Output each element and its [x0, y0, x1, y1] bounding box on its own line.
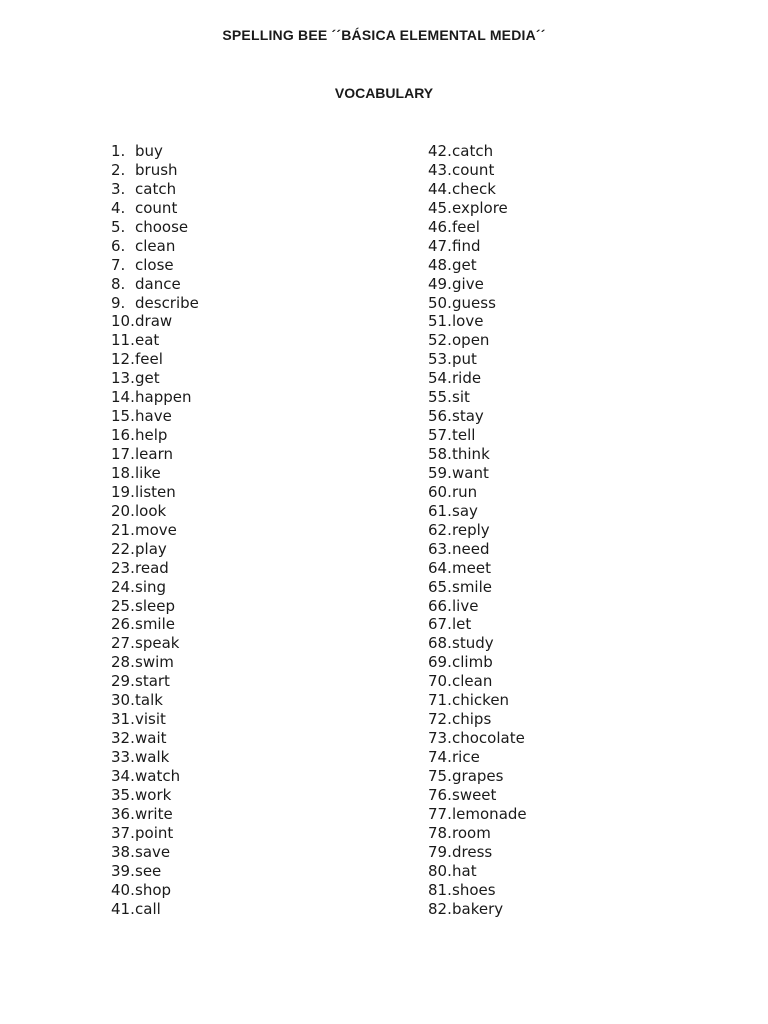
vocabulary-word: help [135, 426, 168, 445]
item-number: 56. [428, 407, 452, 426]
vocabulary-word: chocolate [452, 729, 525, 748]
item-number: 24. [111, 577, 135, 596]
item-number: 65. [428, 577, 452, 596]
vocabulary-word: start [135, 672, 170, 691]
vocabulary-column-right [428, 142, 527, 918]
vocabulary-item [111, 502, 199, 521]
vocabulary-word: buy [135, 142, 163, 160]
vocabulary-word: climb [452, 653, 493, 672]
item-number: 3. [111, 179, 126, 198]
vocabulary-item [111, 710, 199, 729]
vocabulary-word: meet [452, 558, 491, 577]
item-number: 70. [428, 672, 452, 691]
vocabulary-word: move [135, 520, 177, 539]
item-number: 69. [428, 653, 452, 672]
vocabulary-item [428, 161, 527, 180]
vocabulary-word: feel [135, 350, 163, 369]
vocabulary-word: hat [452, 861, 477, 880]
vocabulary-word: get [452, 255, 477, 274]
vocabulary-item [428, 199, 527, 218]
vocabulary-item [111, 672, 199, 691]
vocabulary-word: tell [452, 426, 476, 445]
vocabulary-item [111, 767, 199, 786]
item-number: 40. [111, 880, 135, 899]
item-number: 13. [111, 369, 135, 388]
vocabulary-word: open [452, 331, 490, 350]
vocabulary-item [111, 426, 199, 445]
item-number: 49. [428, 274, 452, 293]
vocabulary-item [428, 634, 527, 653]
vocabulary-item [428, 615, 527, 634]
vocabulary-item [111, 559, 199, 578]
vocabulary-item [111, 199, 199, 218]
vocabulary-item [428, 881, 527, 900]
vocabulary-item [111, 294, 199, 313]
vocabulary-item [428, 180, 527, 199]
vocabulary-item [428, 900, 527, 919]
vocabulary-word: speak [135, 634, 180, 653]
item-number: 64. [428, 558, 452, 577]
item-number: 78. [428, 823, 452, 842]
item-number: 58. [428, 445, 452, 463]
item-number: 8. [111, 274, 126, 293]
vocabulary-item [428, 388, 527, 407]
item-number: 28. [111, 653, 135, 672]
item-number: 51. [428, 312, 452, 331]
vocabulary-item [428, 672, 527, 691]
vocabulary-item [111, 843, 199, 862]
item-number: 20. [111, 501, 135, 520]
item-number: 6. [111, 236, 126, 255]
vocabulary-word: ride [452, 369, 482, 388]
vocabulary-item [111, 369, 199, 388]
vocabulary-item [111, 256, 199, 275]
vocabulary-item [428, 521, 527, 540]
vocabulary-word: visit [135, 710, 166, 729]
vocabulary-word: read [135, 558, 169, 577]
vocabulary-word: want [452, 463, 489, 482]
vocabulary-word: shop [135, 880, 172, 899]
vocabulary-item [428, 256, 527, 275]
vocabulary-word: count [452, 160, 495, 179]
item-number: 7. [111, 255, 126, 274]
vocabulary-word: dance [135, 274, 181, 293]
item-number: 63. [428, 539, 452, 558]
item-number: 45. [428, 198, 452, 217]
document-title: SPELLING BEE ´´BÁSICA ELEMENTAL MEDIA´´ [222, 27, 546, 43]
vocabulary-item [428, 237, 527, 256]
vocabulary-item [428, 729, 527, 748]
vocabulary-item [428, 578, 527, 597]
vocabulary-item [111, 161, 199, 180]
vocabulary-item [428, 824, 527, 843]
vocabulary-item [428, 294, 527, 313]
item-number: 68. [428, 634, 452, 653]
vocabulary-item [111, 464, 199, 483]
item-number: 79. [428, 842, 452, 861]
vocabulary-item [111, 881, 199, 900]
vocabulary-word: swim [135, 653, 174, 672]
vocabulary-word: rice [452, 748, 480, 766]
item-number: 36. [111, 804, 135, 823]
item-number: 4. [111, 198, 126, 217]
vocabulary-item [428, 710, 527, 729]
vocabulary-item [428, 540, 527, 559]
item-number: 15. [111, 407, 135, 426]
vocabulary-item [111, 578, 199, 597]
vocabulary-word: save [135, 842, 171, 861]
item-number: 37. [111, 823, 135, 842]
vocabulary-word: smile [452, 577, 492, 596]
vocabulary-word: room [452, 823, 491, 842]
item-number: 21. [111, 520, 135, 539]
item-number: 25. [111, 596, 135, 615]
vocabulary-word: have [135, 407, 172, 426]
item-number: 60. [428, 482, 452, 501]
vocabulary-word: get [135, 369, 160, 388]
item-number: 43. [428, 160, 452, 179]
item-number: 76. [428, 785, 452, 804]
item-number: 27. [111, 634, 135, 653]
vocabulary-item [111, 691, 199, 710]
vocabulary-item [428, 653, 527, 672]
vocabulary-word: brush [135, 160, 178, 179]
vocabulary-word: dress [452, 842, 493, 861]
item-number: 54. [428, 369, 452, 388]
vocabulary-column-left [111, 142, 199, 918]
item-number: 30. [111, 691, 135, 710]
vocabulary-word: work [135, 785, 172, 804]
vocabulary-word: bakery [452, 899, 504, 918]
vocabulary-word: choose [135, 217, 189, 236]
item-number: 48. [428, 255, 452, 274]
item-number: 61. [428, 501, 452, 520]
vocabulary-word: put [452, 350, 477, 369]
item-number: 81. [428, 880, 452, 899]
item-number: 52. [428, 331, 452, 350]
vocabulary-item [428, 843, 527, 862]
vocabulary-word: eat [135, 331, 160, 350]
vocabulary-word: reply [452, 520, 490, 539]
item-number: 50. [428, 293, 452, 312]
item-number: 32. [111, 729, 135, 748]
item-number: 34. [111, 766, 135, 785]
item-number: 9. [111, 293, 126, 312]
vocabulary-item [428, 502, 527, 521]
vocabulary-item [111, 748, 199, 767]
item-number: 35. [111, 785, 135, 804]
vocabulary-item [111, 331, 199, 350]
vocabulary-word: sit [452, 388, 470, 407]
vocabulary-word: write [135, 804, 173, 823]
item-number: 33. [111, 748, 135, 766]
vocabulary-item [428, 862, 527, 881]
item-number: 57. [428, 426, 452, 445]
item-number: 16. [111, 426, 135, 445]
vocabulary-item [111, 634, 199, 653]
vocabulary-word: draw [135, 312, 173, 331]
vocabulary-item [428, 275, 527, 294]
vocabulary-item [111, 407, 199, 426]
vocabulary-word: grapes [452, 766, 504, 785]
vocabulary-word: learn [135, 445, 173, 463]
item-number: 2. [111, 160, 126, 179]
vocabulary-item [111, 350, 199, 369]
vocabulary-word: explore [452, 198, 508, 217]
vocabulary-item [111, 275, 199, 294]
item-number: 55. [428, 388, 452, 407]
item-number: 82. [428, 899, 452, 918]
vocabulary-word: clean [135, 236, 176, 255]
vocabulary-item [111, 445, 199, 464]
vocabulary-item [111, 824, 199, 843]
vocabulary-item [111, 521, 199, 540]
vocabulary-item [111, 180, 199, 199]
vocabulary-word: watch [135, 766, 181, 785]
vocabulary-item [111, 237, 199, 256]
vocabulary-item [428, 331, 527, 350]
vocabulary-word: like [135, 463, 161, 482]
vocabulary-word: wait [135, 729, 167, 748]
item-number: 12. [111, 350, 135, 369]
item-number: 66. [428, 596, 452, 615]
vocabulary-word: give [452, 274, 484, 293]
item-number: 10. [111, 312, 135, 331]
vocabulary-word: shoes [452, 880, 496, 899]
vocabulary-word: sing [135, 577, 167, 596]
vocabulary-word: see [135, 861, 162, 880]
vocabulary-word: live [452, 596, 479, 615]
vocabulary-item [111, 597, 199, 616]
vocabulary-word: close [135, 255, 174, 274]
item-number: 44. [428, 179, 452, 198]
item-number: 5. [111, 217, 126, 236]
vocabulary-word: listen [135, 482, 176, 501]
vocabulary-word: smile [135, 615, 175, 634]
item-number: 26. [111, 615, 135, 634]
item-number: 18. [111, 463, 135, 482]
item-number: 53. [428, 350, 452, 369]
item-number: 19. [111, 482, 135, 501]
vocabulary-word: study [452, 634, 494, 653]
vocabulary-word: feel [452, 217, 480, 236]
vocabulary-item [428, 559, 527, 578]
item-number: 39. [111, 861, 135, 880]
item-number: 38. [111, 842, 135, 861]
vocabulary-item [428, 312, 527, 331]
item-number: 17. [111, 445, 135, 463]
vocabulary-word: clean [452, 672, 493, 691]
vocabulary-word: stay [452, 407, 484, 426]
item-number: 22. [111, 539, 135, 558]
item-number: 73. [428, 729, 452, 748]
item-number: 23. [111, 558, 135, 577]
vocabulary-word: love [452, 312, 484, 331]
item-number: 59. [428, 463, 452, 482]
vocabulary-word: play [135, 539, 167, 558]
item-number: 41. [111, 899, 135, 918]
vocabulary-item [428, 426, 527, 445]
item-number: 72. [428, 710, 452, 729]
item-number: 1. [111, 142, 126, 160]
item-number: 77. [428, 804, 452, 823]
vocabulary-item [428, 445, 527, 464]
vocabulary-item [428, 767, 527, 786]
item-number: 46. [428, 217, 452, 236]
vocabulary-word: sleep [135, 596, 175, 615]
vocabulary-word: count [135, 198, 178, 217]
vocabulary-word: talk [135, 691, 163, 710]
vocabulary-word: chips [452, 710, 492, 729]
vocabulary-item [428, 218, 527, 237]
vocabulary-item [111, 218, 199, 237]
item-number: 29. [111, 672, 135, 691]
vocabulary-item [111, 312, 199, 331]
item-number: 80. [428, 861, 452, 880]
vocabulary-word: catch [452, 142, 494, 160]
vocabulary-word: run [452, 482, 478, 501]
vocabulary-word: sweet [452, 785, 497, 804]
vocabulary-word: let [452, 615, 472, 634]
item-number: 71. [428, 691, 452, 710]
vocabulary-word: describe [135, 293, 199, 312]
vocabulary-item [428, 748, 527, 767]
vocabulary-word: walk [135, 748, 170, 766]
vocabulary-item [428, 483, 527, 502]
item-number: 62. [428, 520, 452, 539]
vocabulary-word: say [452, 501, 478, 520]
vocabulary-item [428, 350, 527, 369]
item-number: 75. [428, 766, 452, 785]
vocabulary-item [428, 805, 527, 824]
item-number: 42. [428, 142, 452, 160]
vocabulary-word: need [452, 539, 490, 558]
vocabulary-item [111, 653, 199, 672]
vocabulary-word: find [452, 236, 481, 255]
item-number: 67. [428, 615, 452, 634]
vocabulary-word: look [135, 501, 167, 520]
vocabulary-item [111, 786, 199, 805]
vocabulary-item [111, 388, 199, 407]
vocabulary-item [111, 615, 199, 634]
item-number: 11. [111, 331, 135, 350]
vocabulary-word: guess [452, 293, 496, 312]
vocabulary-item [428, 369, 527, 388]
vocabulary-item [428, 142, 527, 161]
vocabulary-item [428, 464, 527, 483]
vocabulary-item [111, 729, 199, 748]
vocabulary-word: call [135, 899, 161, 918]
vocabulary-item [111, 805, 199, 824]
vocabulary-item [428, 407, 527, 426]
vocabulary-word: happen [135, 388, 192, 407]
vocabulary-item [428, 786, 527, 805]
vocabulary-item [111, 540, 199, 559]
vocabulary-word: think [452, 445, 490, 463]
section-heading: VOCABULARY [334, 85, 434, 101]
vocabulary-item [111, 142, 199, 161]
vocabulary-item [428, 597, 527, 616]
item-number: 31. [111, 710, 135, 729]
vocabulary-word: point [135, 823, 174, 842]
vocabulary-word: catch [135, 179, 177, 198]
vocabulary-item [111, 862, 199, 881]
item-number: 74. [428, 748, 452, 766]
vocabulary-item [428, 691, 527, 710]
item-number: 47. [428, 236, 452, 255]
vocabulary-item [111, 483, 199, 502]
item-number: 14. [111, 388, 135, 407]
vocabulary-word: lemonade [452, 804, 527, 823]
vocabulary-word: check [452, 179, 496, 198]
vocabulary-word: chicken [452, 691, 510, 710]
vocabulary-item [111, 900, 199, 919]
